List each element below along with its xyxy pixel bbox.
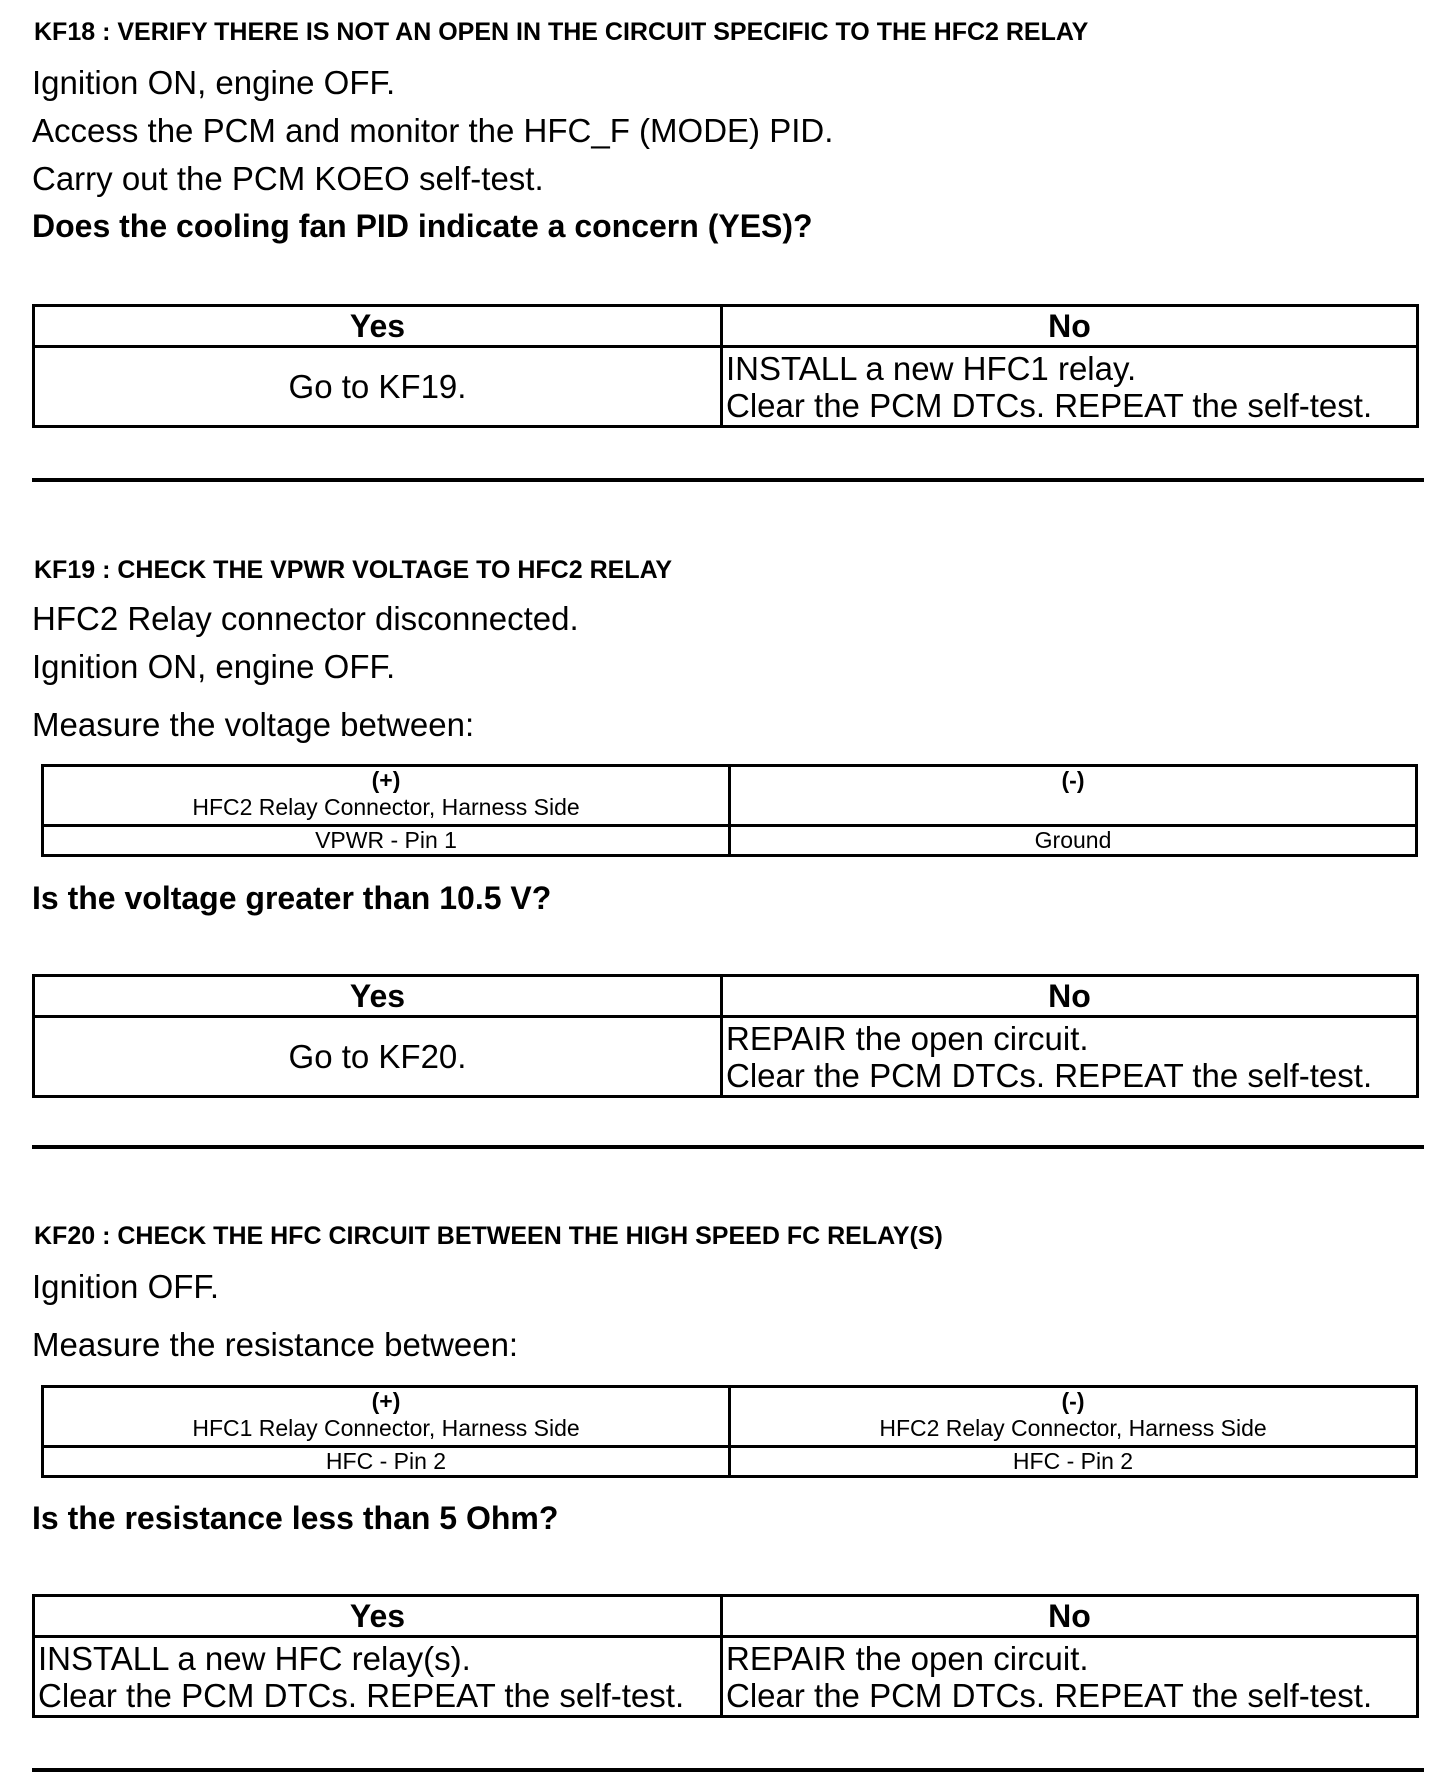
kf20-yes-header: Yes xyxy=(34,1596,722,1637)
section-divider xyxy=(32,1145,1424,1149)
kf19-no-action-line-1: REPAIR the open circuit. xyxy=(726,1019,1089,1057)
kf19-yes-action xyxy=(34,1017,722,1097)
kf18-no-header: No xyxy=(722,306,1418,347)
kf20-measurement-header-row xyxy=(43,1387,1417,1447)
kf20-no-action-line-2: Clear the PCM DTCs. REPEAT the self-test. xyxy=(726,1676,1373,1714)
kf20-no-action xyxy=(722,1637,1418,1717)
kf19-step-2: Ignition ON, engine OFF. xyxy=(32,648,396,685)
kf19-no-header: No xyxy=(722,976,1418,1017)
kf19-measurement-header-row xyxy=(43,766,1417,826)
kf19-yes-header: Yes xyxy=(34,976,722,1017)
kf18-yes-action-line-1: Go to KF19. xyxy=(288,367,467,405)
kf19-positive-probe-header xyxy=(43,766,730,826)
kf19-decision-action-row xyxy=(34,1017,1418,1097)
kf19-positive-connector-label: HFC2 Relay Connector, Harness Side xyxy=(192,794,580,820)
kf18-heading: KF18 : VERIFY THERE IS NOT AN OPEN IN THE CIRCUIT SPECIFIC TO THE HFC2 RELAY xyxy=(34,18,1089,46)
kf20-measurement-table xyxy=(41,1385,1418,1478)
kf20-no-header: No xyxy=(722,1596,1418,1637)
kf18-no-action-line-1: INSTALL a new HFC1 relay. xyxy=(726,349,1137,387)
kf18-question: Does the cooling fan PID indicate a concern (YES)? xyxy=(32,208,813,244)
kf19-heading: KF19 : CHECK THE VPWR VOLTAGE TO HFC2 RELAY xyxy=(34,556,673,584)
kf20-positive-pin: HFC - Pin 2 xyxy=(43,1447,730,1477)
kf20-step-1: Ignition OFF. xyxy=(32,1268,220,1305)
kf20-yes-action xyxy=(34,1637,722,1717)
kf20-decision-action-row xyxy=(34,1637,1418,1717)
negative-symbol: (-) xyxy=(1061,767,1085,793)
kf20-yes-action-line-1: INSTALL a new HFC relay(s). xyxy=(38,1639,471,1677)
kf20-decision-table xyxy=(32,1594,1419,1718)
kf19-no-action xyxy=(722,1017,1418,1097)
kf20-positive-probe-header xyxy=(43,1387,730,1447)
kf20-no-action-line-1: REPAIR the open circuit. xyxy=(726,1639,1089,1677)
kf19-positive-pin: VPWR - Pin 1 xyxy=(43,826,730,856)
positive-symbol: (+) xyxy=(371,1388,401,1414)
kf18-step-1: Ignition ON, engine OFF. xyxy=(32,64,396,101)
kf20-negative-probe-header xyxy=(730,1387,1417,1447)
kf19-measurement-pin-row xyxy=(43,826,1417,856)
kf19-yes-action-line-1: Go to KF20. xyxy=(288,1037,467,1075)
kf18-step-3: Carry out the PCM KOEO self-test. xyxy=(32,160,544,197)
kf19-decision-header-row xyxy=(34,976,1418,1017)
kf18-decision-table xyxy=(32,304,1419,428)
kf20-decision-header-row xyxy=(34,1596,1418,1637)
kf19-negative-pin: Ground xyxy=(730,826,1417,856)
kf19-measurement-table xyxy=(41,764,1418,857)
kf18-no-action-line-2: Clear the PCM DTCs. REPEAT the self-test. xyxy=(726,386,1373,424)
kf20-negative-connector-label: HFC2 Relay Connector, Harness Side xyxy=(879,1415,1267,1441)
kf19-decision-table xyxy=(32,974,1419,1098)
kf19-no-action-line-2: Clear the PCM DTCs. REPEAT the self-test. xyxy=(726,1056,1373,1094)
kf19-question: Is the voltage greater than 10.5 V? xyxy=(32,880,552,916)
kf18-step-2: Access the PCM and monitor the HFC_F (MODE) PID. xyxy=(32,112,834,149)
negative-symbol: (-) xyxy=(1061,1388,1085,1414)
kf18-yes-header: Yes xyxy=(34,306,722,347)
kf19-step-3: Measure the voltage between: xyxy=(32,706,475,743)
kf18-no-action xyxy=(722,347,1418,427)
kf20-positive-connector-label: HFC1 Relay Connector, Harness Side xyxy=(192,1415,580,1441)
kf20-question: Is the resistance less than 5 Ohm? xyxy=(32,1500,559,1536)
kf20-heading: KF20 : CHECK THE HFC CIRCUIT BETWEEN THE HIGH SPEED FC RELAY(S) xyxy=(34,1222,943,1250)
kf18-decision-action-row xyxy=(34,347,1418,427)
kf20-yes-action-line-2: Clear the PCM DTCs. REPEAT the self-test. xyxy=(38,1676,685,1714)
kf19-negative-probe-header xyxy=(730,766,1417,826)
kf20-negative-pin: HFC - Pin 2 xyxy=(730,1447,1417,1477)
positive-symbol: (+) xyxy=(371,767,401,793)
kf19-step-1: HFC2 Relay connector disconnected. xyxy=(32,600,579,637)
section-divider xyxy=(32,1768,1424,1772)
section-divider xyxy=(32,478,1424,482)
kf20-step-2: Measure the resistance between: xyxy=(32,1326,519,1363)
kf18-yes-action xyxy=(34,347,722,427)
kf20-measurement-pin-row xyxy=(43,1447,1417,1477)
kf18-decision-header-row xyxy=(34,306,1418,347)
